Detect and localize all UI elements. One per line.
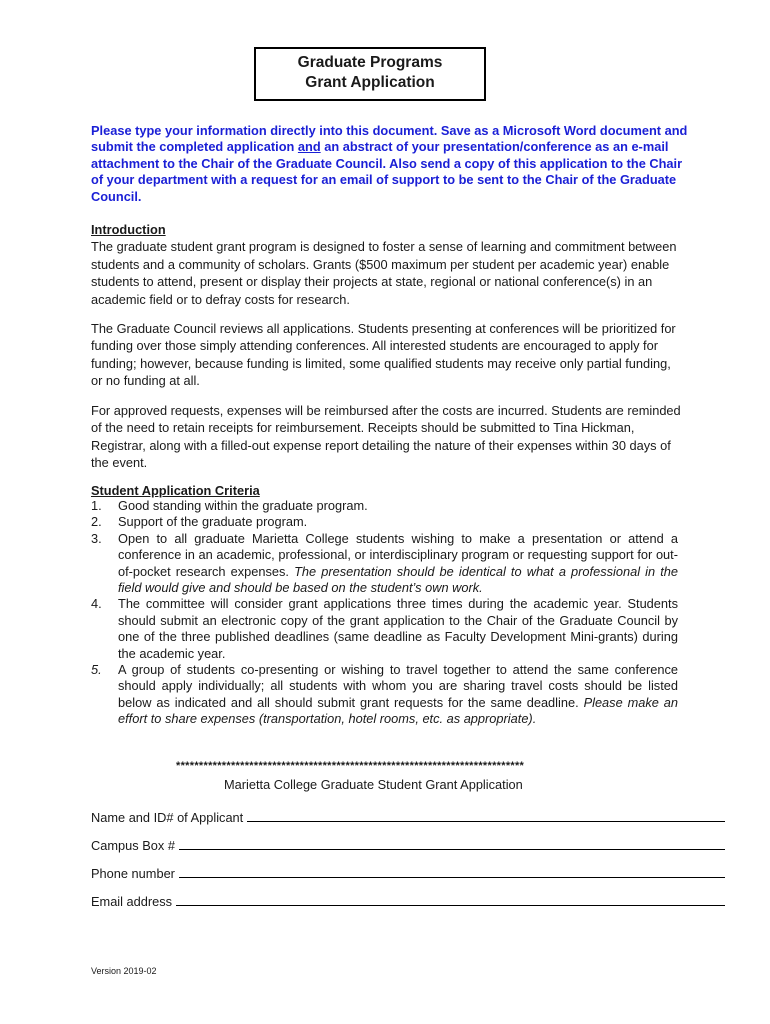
phone-number-label: Phone number: [91, 866, 175, 881]
criteria-text: Support of the graduate program.: [118, 514, 308, 530]
criteria-item: [91, 498, 678, 514]
email-address-label: Email address: [91, 894, 173, 909]
phone-number-field[interactable]: [91, 864, 725, 881]
separator-line: ****************************************************************************: [176, 760, 525, 772]
criteria-list: [91, 498, 678, 728]
criteria-heading: Student Application Criteria: [91, 483, 260, 498]
criteria-item: [91, 662, 678, 728]
instructions-notice: [91, 123, 691, 205]
introduction-paragraph-3: For approved requests, expenses will be reimbursed after the costs are incurred. Students are reminded of the need to retain receipts for reimbursement. Receipts should be submitted to Tina Hickman, Registrar, along with a filled-out expense report detailing the nature of their expenses within 30 days of the event.: [91, 403, 681, 471]
campus-box-line[interactable]: [179, 836, 725, 850]
applicant-name-field[interactable]: [91, 808, 725, 825]
criteria-text: The committee will consider grant applications three times during the academic year. Students should submit an electronic copy of the grant application to the Chair of the Graduate Council by one of the three published deadlines (same deadline as Faculty Development Mini-grants) during the academic year.: [118, 596, 678, 661]
campus-box-label: Campus Box #: [91, 838, 175, 853]
introduction-heading: Introduction: [91, 222, 166, 237]
criteria-number: 3.: [91, 530, 102, 546]
campus-box-field[interactable]: [91, 836, 725, 853]
applicant-name-line[interactable]: [247, 808, 725, 822]
criteria-number: 2.: [91, 514, 102, 530]
email-address-line[interactable]: [176, 892, 725, 906]
criteria-text: Good standing within the graduate program.: [118, 498, 368, 513]
criteria-italic-text: Please make an effort to share expenses (transportation, hotel rooms, etc. as appropriate).: [118, 694, 679, 727]
introduction-paragraph-2: The Graduate Council reviews all applications. Students presenting at conferences will be prioritized for funding over those simply attending conferences. All interested students are encouraged to apply for funding; however, because funding is limited, some qualified students may receive only partial funding, or no funding at all.: [91, 321, 676, 389]
application-form-title: Marietta College Graduate Student Grant Application: [224, 777, 523, 792]
introduction-section: [91, 221, 681, 308]
criteria-item: [91, 514, 678, 530]
criteria-text: Open to all graduate Marietta College students wishing to make a presentation or attend a conference in an academic, professional, or interdisciplinary program or requesting support for out-of-pocket research expenses.: [118, 530, 678, 579]
title-line-2: Grant Application: [305, 74, 435, 91]
criteria-item: [91, 596, 678, 662]
criteria-italic-text: The presentation should be identical to what a professional in the field would give and should be based on the student’s own work.: [118, 563, 678, 596]
criteria-text: A group of students co-presenting or wishing to travel together to attend the same conference should apply individually; all students with whom you are sharing travel costs should be listed below as indicated and all should submit grant requests for the same deadline.: [118, 662, 678, 710]
criteria-item: [91, 531, 678, 597]
criteria-number: 1.: [91, 498, 102, 513]
introduction-paragraph-1: The graduate student grant program is designed to foster a sense of learning and commitment between students and a community of scholars. Grants ($500 maximum per student per academic year) enable students to attend, present or display their projects at state, regional or national conference(s) in an academic field or to defray costs for research.: [91, 239, 677, 307]
email-address-field[interactable]: [91, 892, 725, 909]
phone-number-line[interactable]: [179, 864, 725, 878]
criteria-number: 5.: [91, 662, 102, 678]
notice-text-1: Please type your information directly into this document. Save as a Microsoft Word document and submit the completed application: [91, 123, 688, 155]
notice-text-2: an abstract of your presentation/conference as an e-mail attachment to the Chair of the Graduate Council. Also send a copy of this application to the Chair of your department with a request for an email of support to be sent to the Chair of the Graduate Council.: [91, 139, 683, 204]
title-line-1: Graduate Programs: [297, 54, 443, 71]
criteria-number: 4.: [91, 596, 102, 612]
version-footer: Version 2019-02: [91, 966, 157, 976]
notice-underlined-word: and: [297, 139, 321, 155]
applicant-name-label: Name and ID# of Applicant: [91, 810, 244, 825]
document-title-box: [254, 47, 486, 101]
